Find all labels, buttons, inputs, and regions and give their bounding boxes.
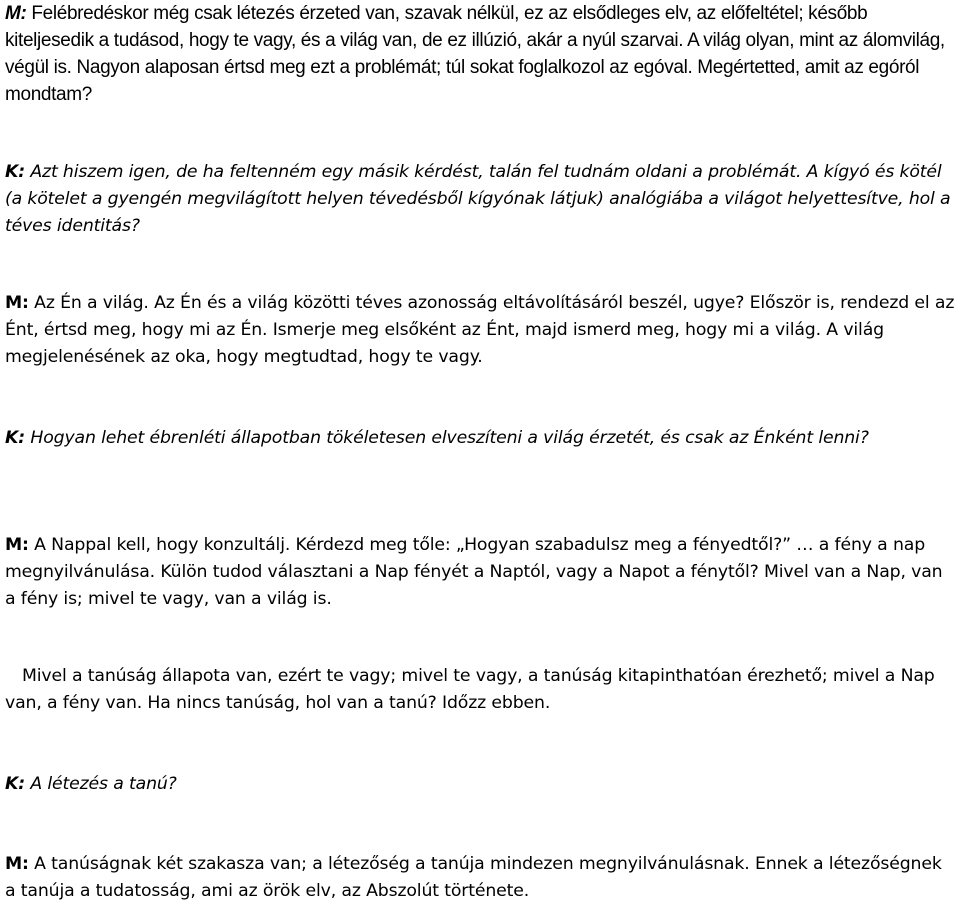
speaker-label: M: — [5, 293, 29, 313]
speaker-label: K: — [5, 774, 26, 794]
paragraph-k-2 — [5, 425, 869, 452]
paragraph-m-2 — [5, 290, 955, 371]
paragraph-text: Hogyan lehet ébrenléti állapotban tökéletesen elveszíteni a világ érzetét, és csak az Énként lenni? — [25, 428, 869, 448]
paragraph-text: A Nappal kell, hogy konzultálj. Kérdezd meg tőle: „Hogyan szabadulsz meg a fényedtől?” … a fény a nap megnyilvánulása. Külön tudod választani a Nap fényét a Naptól, vagy a Napot a fénytől? Mivel van a Nap, van a fény is; mivel te vagy, van a világ is. — [5, 535, 943, 609]
paragraph-m-3 — [5, 532, 955, 613]
paragraph-m-4 — [5, 851, 955, 905]
paragraph-text: A létezés a tanú? — [25, 774, 177, 794]
paragraph-text: A tanúságnak két szakasza van; a létezőség a tanúja mindezen megnyilvánulásnak. Ennek a létezőségnek a tanúja a tudatosság, ami az örök elv, az Abszolút története. — [5, 854, 942, 901]
paragraph-k-1 — [5, 159, 955, 240]
speaker-label: K: — [5, 162, 26, 182]
paragraph-text: Felébredéskor még csak létezés érzeted van, szavak nélkül, ez az elsődleges elv, az előfeltétel; később kiteljesedik a tudásod, hogy te vagy, és a világ van, de ez illúzió, akár a nyúl szarvai. A világ olyan, mint az álomvilág, végül is. Nagyon alaposan értsd meg ezt a problémát; túl sokat foglalkozol az egóval. Megértetted, amit az egóról mondtam? — [5, 3, 945, 105]
paragraph-k-3 — [5, 771, 177, 798]
speaker-label: M: — [5, 854, 29, 874]
paragraph-continuation — [5, 663, 955, 717]
speaker-label: M: — [5, 3, 27, 24]
paragraph-text: Mivel a tanúság állapota van, ezért te vagy; mivel te vagy, a tanúság kitapinthatóan érezhető; mivel a Nap van, a fény van. Ha nincs tanúság, hol van a tanú? Időzz ebben. — [5, 666, 935, 713]
speaker-label: K: — [5, 428, 26, 448]
paragraph-text: Azt hiszem igen, de ha feltenném egy másik kérdést, talán fel tudnám oldani a problémát. A kígyó és kötél (a kötelet a gyengén megvilágított helyen tévedésből kígyónak látjuk) analógiába a világot helyettesítve, hol a téves identitás? — [5, 162, 951, 236]
paragraph-m-1 — [5, 0, 955, 108]
paragraph-text: Az Én a világ. Az Én és a világ közötti téves azonosság eltávolításáról beszél, ugye? Először is, rendezd el az Ént, értsd meg, hogy mi az Én. Ismerje meg elsőként az Ént, majd ismerd meg, hogy mi a világ. A világ megjelenésének az oka, hogy megtudtad, hogy te vagy. — [5, 293, 955, 367]
speaker-label: M: — [5, 535, 29, 555]
